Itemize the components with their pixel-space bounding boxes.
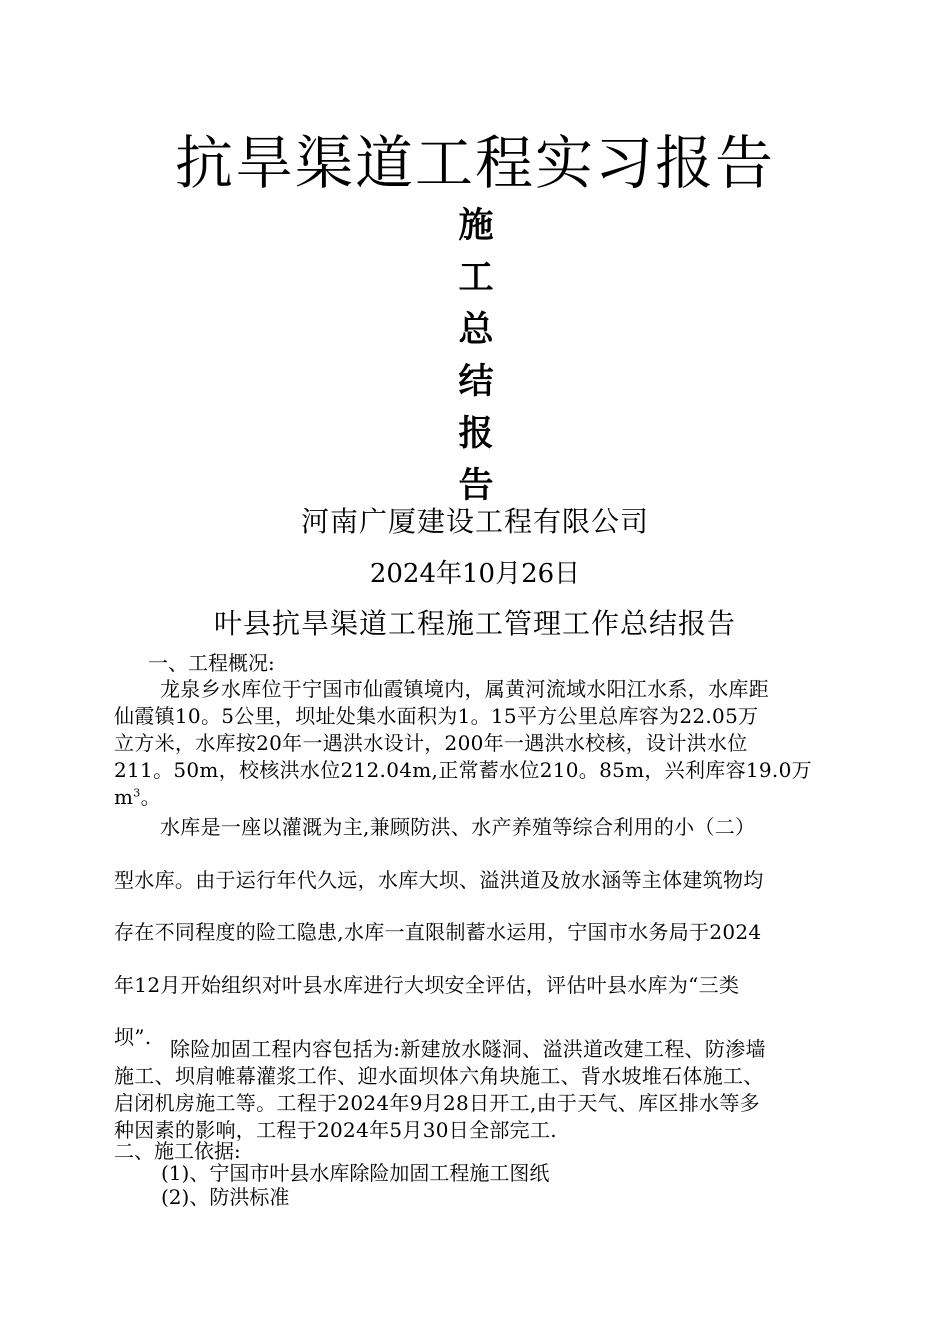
paragraph-reinforcement	[114, 1036, 839, 1144]
basis-item: (2)、防洪标准	[161, 1185, 290, 1209]
paragraph-reservoir-status	[114, 801, 839, 1064]
vertical-title-char: 施	[458, 205, 494, 246]
paragraph-line: 施工、坝肩帷幕灌浆工作、迎水面坝体六角块施工、背水坡堆石体施工、	[114, 1064, 764, 1088]
paragraph-line: 立方米，水库按20年一遇洪水设计，200年一遇洪水校核，设计洪水位	[114, 731, 748, 755]
paragraph-line: 型水库。由于运行年代久远，水库大坝、溢洪道及放水涵等主体建筑物均	[114, 867, 764, 892]
unit-text: m	[114, 785, 134, 809]
paragraph-line: 水库是一座以灌溉为主,兼顾防洪、水产养殖等综合利用的小（二）	[160, 815, 756, 839]
vertical-title-char: 结	[458, 361, 494, 402]
paragraph-line: 龙泉乡水库位于宁国市仙霞镇境内，属黄河流域水阳江水系，水库距	[160, 677, 769, 701]
unit-superscript: 3	[133, 786, 141, 800]
paragraph-line: 211。50m，校核洪水位212.04m,正常蓄水位210。85m，兴利库容19.0万	[114, 758, 812, 782]
section-heading-overview: 一、工程概况:	[148, 651, 275, 675]
vertical-title	[451, 200, 501, 512]
vertical-title-char: 报	[458, 413, 494, 454]
vertical-title-char: 告	[458, 465, 494, 506]
basis-item: (1)、宁国市叶县水库除险加固工程施工图纸	[161, 1161, 550, 1185]
vertical-title-char: 总	[458, 309, 494, 350]
main-title: 抗旱渠道工程实习报告	[174, 129, 775, 197]
paragraph-line: 存在不同程度的险工隐患,水库一直限制蓄水运用，宁国市水务局于2024	[114, 920, 762, 944]
paragraph-line: 年12月开始组织对叶县水库进行大坝安全评估，评估叶县水库为“三类	[114, 972, 740, 997]
report-date: 2024年10月26日	[369, 559, 581, 589]
vertical-title-char: 工	[458, 257, 494, 298]
paragraph-line: 仙霞镇10。5公里，坝址处集水面积为1。15平方公里总库容为22.05万	[114, 704, 759, 728]
sentence-end: 。	[140, 785, 161, 809]
paragraph-line: 种因素的影响，工程于2024年5月30日全部完工.	[114, 1118, 557, 1142]
section-heading-basis: 二、施工依据:	[114, 1139, 241, 1163]
report-title: 叶县抗旱渠道工程施工管理工作总结报告	[213, 607, 736, 640]
paragraph-overview	[114, 676, 839, 811]
paragraph-line: 坝”.	[114, 1025, 152, 1049]
company-name: 河南广厦建设工程有限公司	[300, 505, 649, 538]
paragraph-line: 除险加固工程内容包括为:新建放水隧洞、溢洪道改建工程、防渗墙	[170, 1037, 766, 1061]
paragraph-line: 启闭机房施工等。工程于2024年9月28日开工,由于天气、库区排水等多	[114, 1091, 760, 1115]
